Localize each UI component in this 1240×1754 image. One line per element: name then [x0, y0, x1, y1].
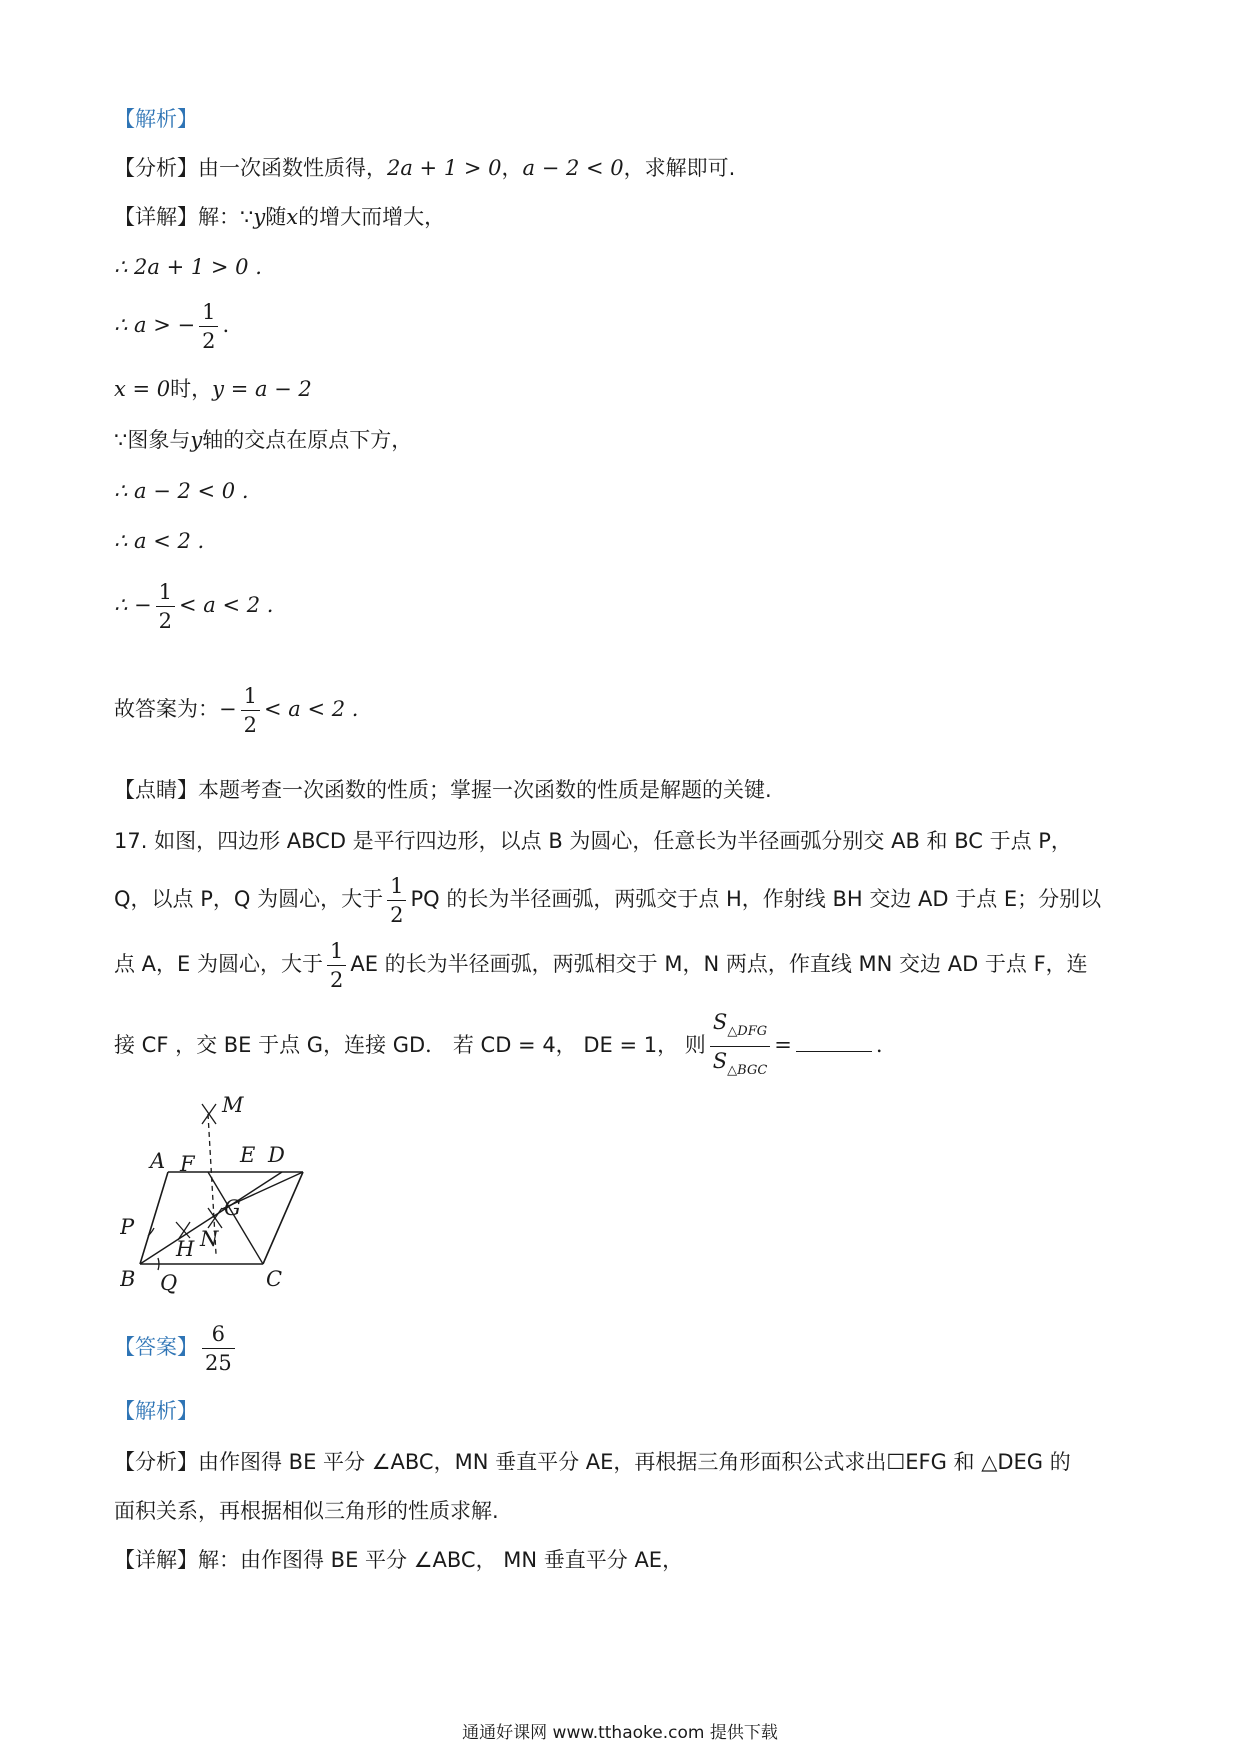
side-cd [263, 1172, 303, 1264]
numerator: 1 [199, 298, 218, 327]
denominator: 2 [329, 968, 344, 992]
detail-text: 解：∵ [198, 205, 254, 229]
q17-line-3 [114, 937, 1088, 994]
numerator [710, 1008, 771, 1047]
parallelogram-figure [120, 1096, 340, 1296]
numerator: 6 [202, 1320, 235, 1349]
analysis-17-line-2: 面积关系，再根据相似三角形的性质求解. [114, 1499, 499, 1523]
step-7-end: < a < 2 . [179, 593, 274, 617]
denominator: 2 [202, 329, 216, 353]
step-2-end: . [222, 313, 230, 337]
fenxi-label: 【分析】 [114, 1450, 198, 1474]
step-4-text: 轴的交点在原点下方， [202, 428, 413, 452]
jiexi-17 [114, 1396, 198, 1426]
jiexi-label: 【解析】 [114, 107, 198, 131]
numerator: 1 [387, 872, 406, 901]
fraction [199, 298, 218, 355]
step-3 [114, 374, 312, 404]
label-a: A [150, 1149, 166, 1173]
period: . [875, 1033, 883, 1057]
answer-fraction [202, 1320, 235, 1377]
inequality-2: a − 2 < 0 [522, 156, 624, 180]
separator: ， [501, 156, 523, 180]
jiexi-label: 【解析】 [114, 1399, 198, 1423]
analysis-line [114, 153, 735, 183]
answer-blank [796, 1051, 872, 1052]
analysis-17-line-1 [114, 1447, 1071, 1477]
answer-end: < a < 2 . [263, 697, 359, 721]
detail-line [114, 202, 445, 232]
label-m: M [222, 1096, 244, 1117]
dianjing-label: 【点睛】 [114, 778, 198, 802]
numerator: 1 [327, 937, 346, 966]
q17-line-1: 17. 如图，四边形 ABCD 是平行四边形，以点 B 为圆心，任意长为半径画弧分别交 AB 和 BC 于点 P， [114, 829, 1072, 853]
jiexi-tag [114, 104, 198, 134]
detail-text: 随 [265, 205, 287, 229]
numerator: 1 [156, 578, 175, 607]
step-6: ∴ a < 2 . [114, 529, 205, 553]
fraction [387, 872, 406, 929]
label-p: P [120, 1215, 135, 1239]
step-2 [114, 298, 229, 355]
q17-text: PQ 的长为半径画弧，两弧交于点 H，作射线 BH 交边 AD 于点 E；分别以 [410, 887, 1102, 911]
xiangjie-label: 【详解】 [114, 205, 198, 229]
answer-prefix: 故答案为： [114, 697, 219, 721]
step-5: ∴ a − 2 < 0 . [114, 479, 249, 503]
side-ab [140, 1172, 168, 1264]
label-c: C [266, 1267, 283, 1291]
equation: x = 0 [114, 377, 171, 401]
label-g: G [224, 1196, 241, 1220]
answer-line [114, 682, 358, 739]
label-d: D [268, 1143, 285, 1167]
denominator [710, 1047, 771, 1085]
q17-text: AE 的长为半径画弧，两弧相交于 M，N 两点，作直线 MN 交边 AD 于点 F，连 [350, 952, 1088, 976]
detail-text: 解：由作图得 BE 平分 ∠ABC， MN 垂直平分 AE， [198, 1548, 684, 1572]
label-h: H [176, 1237, 195, 1261]
q17-text: 接 CF ，交 BE 于点 G，连接 GD． 若 CD = 4， DE = 1， 则 [114, 1033, 706, 1057]
q17-line-4 [114, 1008, 883, 1085]
subscript: △DFG [727, 1024, 768, 1039]
analysis-text: EFG 和 △DEG 的 [905, 1450, 1071, 1474]
step-3-text: 时， [170, 377, 213, 401]
detail-17-line-1 [114, 1545, 683, 1575]
area-symbol: S [712, 1010, 728, 1034]
fenxi-label: 【分析】 [114, 156, 198, 180]
var-x: x [286, 205, 299, 229]
step-4 [114, 425, 412, 455]
q17-text: 点 A，E 为圆心，大于 [114, 952, 323, 976]
dianjing-line [114, 775, 772, 805]
label-q: Q [160, 1271, 178, 1295]
detail-text: 的增大而增大， [298, 205, 446, 229]
fraction [156, 578, 175, 635]
analysis-text-end: ，求解即可. [623, 156, 736, 180]
subscript: △BGC [727, 1063, 768, 1078]
step-1: ∴ 2a + 1 > 0 . [114, 255, 262, 279]
analysis-text: 由一次函数性质得， [198, 156, 387, 180]
label-f: F [180, 1152, 195, 1176]
denominator: 2 [158, 609, 173, 633]
page-footer: 通通好课网 www.tthaoke.com 提供下载 [462, 1723, 778, 1743]
dianjing-text: 本题考查一次函数的性质；掌握一次函数的性质是解题的关键. [198, 778, 772, 802]
denominator: 25 [205, 1351, 232, 1375]
equation: y = a − 2 [212, 377, 312, 401]
step-7 [114, 578, 273, 635]
fraction [241, 682, 260, 739]
step-7-prefix: ∴ − [114, 593, 152, 617]
step-4-text: ∵图象与 [114, 428, 191, 452]
area-ratio-fraction [710, 1008, 771, 1085]
label-e: E [240, 1143, 256, 1167]
inequality-1: 2a + 1 > 0 [387, 156, 502, 180]
analysis-text: 由作图得 BE 平分 ∠ABC，MN 垂直平分 AE，再根据三角形面积公式求出 [198, 1450, 887, 1474]
xiangjie-label: 【详解】 [114, 1548, 198, 1572]
q17-line-2 [114, 872, 1101, 929]
minus-sign: − [219, 697, 237, 721]
label-n: N [200, 1227, 219, 1251]
equals-sign: = [774, 1033, 792, 1057]
numerator: 1 [241, 682, 260, 711]
step-2-prefix: ∴ a > − [114, 313, 196, 337]
missing-glyph: ☐ [886, 1450, 906, 1474]
daan-label: 【答案】 [114, 1335, 198, 1359]
fraction [327, 937, 346, 994]
denominator: 2 [243, 713, 257, 737]
label-b: B [120, 1267, 136, 1291]
var-y: y [190, 428, 203, 452]
q17-text: Q，以点 P，Q 为圆心，大于 [114, 887, 384, 911]
answer-17 [114, 1320, 239, 1377]
area-symbol: S [712, 1049, 728, 1073]
denominator: 2 [390, 903, 404, 927]
var-y: y [253, 205, 266, 229]
